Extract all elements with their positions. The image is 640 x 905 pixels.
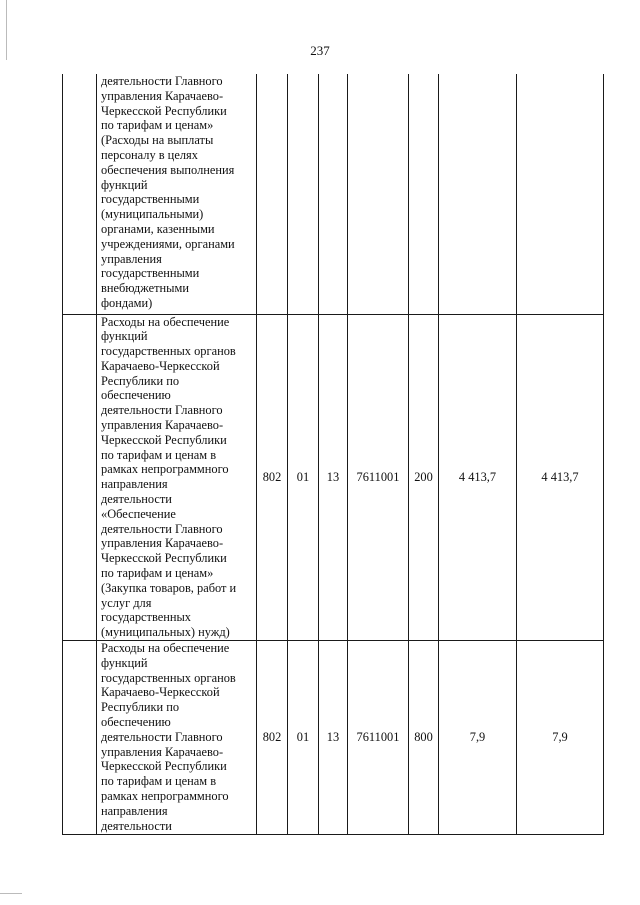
target-article-cell: 7611001 [348, 641, 409, 835]
ministry-cell: 802 [257, 641, 288, 835]
description-cell [97, 314, 257, 641]
table-row [63, 641, 604, 835]
budget-table [62, 74, 604, 835]
amount-cell [439, 74, 517, 314]
amount-cell: 4 413,7 [439, 314, 517, 641]
ministry-cell [257, 74, 288, 314]
section-cell: 01 [288, 641, 319, 835]
row-number-cell [63, 314, 97, 641]
description-cell [97, 74, 257, 314]
expense-type-cell [409, 74, 439, 314]
target-article-cell: 7611001 [348, 314, 409, 641]
description-text: деятельности Главного управления Карачаево- Черкесской Республики по тарифам и ценам» (Расходы на выплаты персоналу в целях обеспечения выполнения функций государственными (муниципальными) органами, казенными учреждениями, органами управления государственными внебюджетными фондами) [101, 74, 235, 310]
target-article-cell [348, 74, 409, 314]
page-number: 237 [310, 43, 330, 58]
amount-cell [517, 74, 604, 314]
row-number-cell [63, 74, 97, 314]
amount-cell: 7,9 [439, 641, 517, 835]
subsection-cell: 13 [319, 314, 348, 641]
scan-edge-mark [6, 0, 7, 60]
section-cell [288, 74, 319, 314]
expense-type-cell: 800 [409, 641, 439, 835]
table-row [63, 314, 604, 641]
table-row [63, 74, 604, 314]
subsection-cell [319, 74, 348, 314]
section-cell: 01 [288, 314, 319, 641]
subsection-cell: 13 [319, 641, 348, 835]
row-number-cell [63, 641, 97, 835]
scan-edge-mark [0, 893, 22, 894]
description-cell [97, 641, 257, 835]
description-text: Расходы на обеспечение функций государственных органов Карачаево-Черкесской Республики по обеспечению деятельности Главного управления Карачаево- Черкесской Республики по тарифам и ценам в рамках непрограммного направления деятельности «Обеспечение деятельности Главного управления Карачаево- Черкесской Республики по тарифам и ценам» (Закупка товаров, работ и услуг для государственных (муниципальных) нужд) [101, 314, 237, 640]
expense-type-cell: 200 [409, 314, 439, 641]
amount-cell: 7,9 [517, 641, 604, 835]
ministry-cell: 802 [257, 314, 288, 641]
description-text: Расходы на обеспечение функций государственных органов Карачаево-Черкесской Республики по обеспечению деятельности Главного управления Карачаево- Черкесской Республики по тарифам и ценам в рамках непрограммного направления деятельности [101, 641, 236, 833]
amount-cell: 4 413,7 [517, 314, 604, 641]
